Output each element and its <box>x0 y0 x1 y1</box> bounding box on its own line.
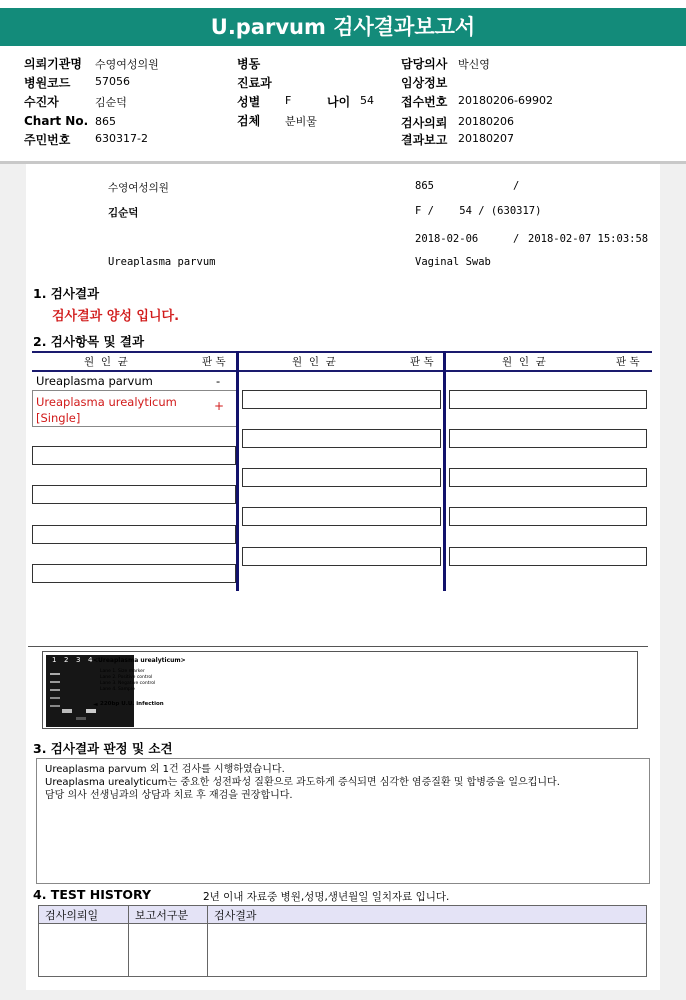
empty-result-cell <box>449 547 647 566</box>
hospital-name-label: 의뢰기관명 <box>24 57 82 71</box>
opinion-line: 담당 의사 선생님과의 상담과 치료 후 재검을 권장합니다. <box>45 790 293 801</box>
col3-organism-header: 원 인 균 <box>502 356 546 368</box>
gel-band <box>50 689 60 691</box>
receipt-no-value: 20180206-69902 <box>458 94 553 107</box>
col1-judge-header: 판 독 <box>202 356 226 368</box>
resident-no-label: 주민번호 <box>24 133 71 147</box>
history-col-report-type: 보고서구분 <box>129 906 208 924</box>
gel-band <box>76 717 86 720</box>
request-date-label: 검사의뢰 <box>401 116 448 130</box>
empty-result-cell <box>32 485 236 504</box>
section1-title: 1. 검사결과 <box>33 286 100 301</box>
result-text: 검사결과 양성 입니다. <box>52 309 180 324</box>
history-cell <box>129 924 208 977</box>
gel-band-label: 220bp U.U. infection <box>100 701 164 707</box>
row-divider <box>32 390 236 391</box>
gel-divider <box>28 646 648 647</box>
patient-value: 김순덕 <box>95 96 127 109</box>
opinion-line: Ureaplasma urealyticum는 중요한 성전파성 질환으로 과도하게 증식되면 심각한 염증질환 및 합병증을 일으킵니다. <box>45 777 560 788</box>
organism-judge: - <box>216 374 221 388</box>
lane-number: 2 <box>64 656 69 664</box>
department-label: 진료과 <box>237 76 272 90</box>
summary-test: Ureaplasma parvum <box>108 256 216 268</box>
specimen-value: 분비물 <box>285 115 317 128</box>
history-table <box>38 905 647 977</box>
age-label: 나이 <box>327 95 351 109</box>
gel-band <box>50 697 60 699</box>
history-note: 2년 이내 자료중 병원,성명,생년월일 일치자료 입니다. <box>203 891 450 903</box>
gel-band <box>50 681 60 683</box>
resident-no-value: 630317-2 <box>95 132 148 145</box>
empty-result-cell <box>449 507 647 526</box>
summary-date-sep: / <box>513 233 520 245</box>
header-divider <box>0 161 686 164</box>
empty-result-cell <box>32 446 236 465</box>
doctor-label: 담당의사 <box>401 57 448 71</box>
gel-legend-item: Lane 4. Sample <box>100 687 135 692</box>
opinion-text <box>45 763 560 802</box>
gel-band <box>50 705 60 707</box>
history-cell <box>39 924 129 977</box>
col3-judge-header: 판 독 <box>616 356 640 368</box>
col2-judge-header: 판 독 <box>410 356 434 368</box>
lane-number: 4 <box>88 656 93 664</box>
receipt-no-label: 접수번호 <box>401 95 448 109</box>
empty-result-cell <box>449 468 647 487</box>
bottom-gutter <box>0 990 686 1000</box>
col1-organism-header: 원 인 균 <box>84 356 128 368</box>
age-value: 54 <box>360 94 374 107</box>
empty-result-cell <box>32 525 236 544</box>
summary-sex-age: F / 54 / (630317) <box>415 205 542 217</box>
history-col-request-date: 검사의뢰일 <box>39 906 129 924</box>
column-divider <box>443 351 446 591</box>
organism-name-positive: Ureaplasma urealyticum [Single] <box>36 395 177 425</box>
summary-specimen: Vaginal Swab <box>415 256 491 268</box>
gel-legend-item: Lane 1. Size marker <box>100 669 145 674</box>
ward-label: 병동 <box>237 57 261 71</box>
organism-judge-positive: + <box>214 399 225 413</box>
gel-band <box>62 709 72 713</box>
lane-number: 1 <box>52 656 57 664</box>
header-info <box>0 0 686 160</box>
left-gutter <box>0 164 26 1000</box>
hospital-name-value: 수영여성의원 <box>95 58 159 71</box>
section2-title: 2. 검사항목 및 결과 <box>33 334 145 349</box>
gel-band <box>50 673 60 675</box>
row-divider <box>32 426 236 427</box>
gel-image-panel <box>42 651 638 729</box>
summary-date-report: 2018-02-07 15:03:58 <box>528 233 649 245</box>
history-table-row <box>39 924 647 977</box>
report-date-label: 결과보고 <box>401 133 448 147</box>
result-table-header <box>32 351 652 372</box>
row-border <box>32 390 33 426</box>
lane-number: 3 <box>76 656 81 664</box>
empty-result-cell <box>32 564 236 583</box>
gel-legend <box>100 669 155 693</box>
gel-legend-item: Lane 3. Negative control <box>100 681 156 686</box>
empty-result-cell <box>242 547 441 566</box>
empty-result-cell <box>449 429 647 448</box>
hospital-code-value: 57056 <box>95 75 130 88</box>
right-gutter <box>660 164 686 1000</box>
history-cell <box>208 924 647 977</box>
gel-band <box>86 709 96 713</box>
clinical-info-label: 임상정보 <box>401 76 448 90</box>
history-table-header <box>39 906 647 924</box>
summary-slash: / <box>513 180 520 192</box>
chart-no-value: 865 <box>95 115 116 128</box>
report-title: U.parvum 검사결과보고서 <box>0 8 686 46</box>
section4-title: 4. TEST HISTORY <box>33 887 152 902</box>
summary-clinic: 수영여성의원 <box>108 182 169 194</box>
empty-result-cell <box>242 429 441 448</box>
section3-title: 3. 검사결과 판정 및 소견 <box>33 741 173 756</box>
summary-date-request: 2018-02-06 <box>415 233 479 245</box>
empty-result-cell <box>242 468 441 487</box>
gel-arrow-icon: ◄ <box>93 701 98 708</box>
doctor-value: 박신영 <box>458 58 490 71</box>
sex-label: 성별 <box>237 95 261 109</box>
opinion-line: Ureaplasma parvum 외 1건 검사를 시행하였습니다. <box>45 764 285 775</box>
specimen-label: 검체 <box>237 114 261 128</box>
chart-no-label: Chart No. <box>24 114 89 128</box>
sex-value: F <box>285 94 292 107</box>
history-col-result: 검사결과 <box>208 906 647 924</box>
column-divider <box>236 351 239 591</box>
summary-chart: 865 <box>415 180 434 192</box>
organism-name: Ureaplasma parvum <box>36 374 153 388</box>
gel-title: <Ureaplasma urealyticum> <box>93 657 186 664</box>
empty-result-cell <box>242 507 441 526</box>
col2-organism-header: 원 인 균 <box>292 356 336 368</box>
hospital-code-label: 병원코드 <box>24 76 71 90</box>
report-date-value: 20180207 <box>458 132 514 145</box>
summary-patient: 김순덕 <box>108 207 139 219</box>
patient-label: 수진자 <box>24 95 59 109</box>
opinion-box <box>36 758 650 884</box>
empty-result-cell <box>449 390 647 409</box>
request-date-value: 20180206 <box>458 115 514 128</box>
gel-legend-item: Lane 2. Positive control <box>100 675 153 680</box>
empty-result-cell <box>242 390 441 409</box>
